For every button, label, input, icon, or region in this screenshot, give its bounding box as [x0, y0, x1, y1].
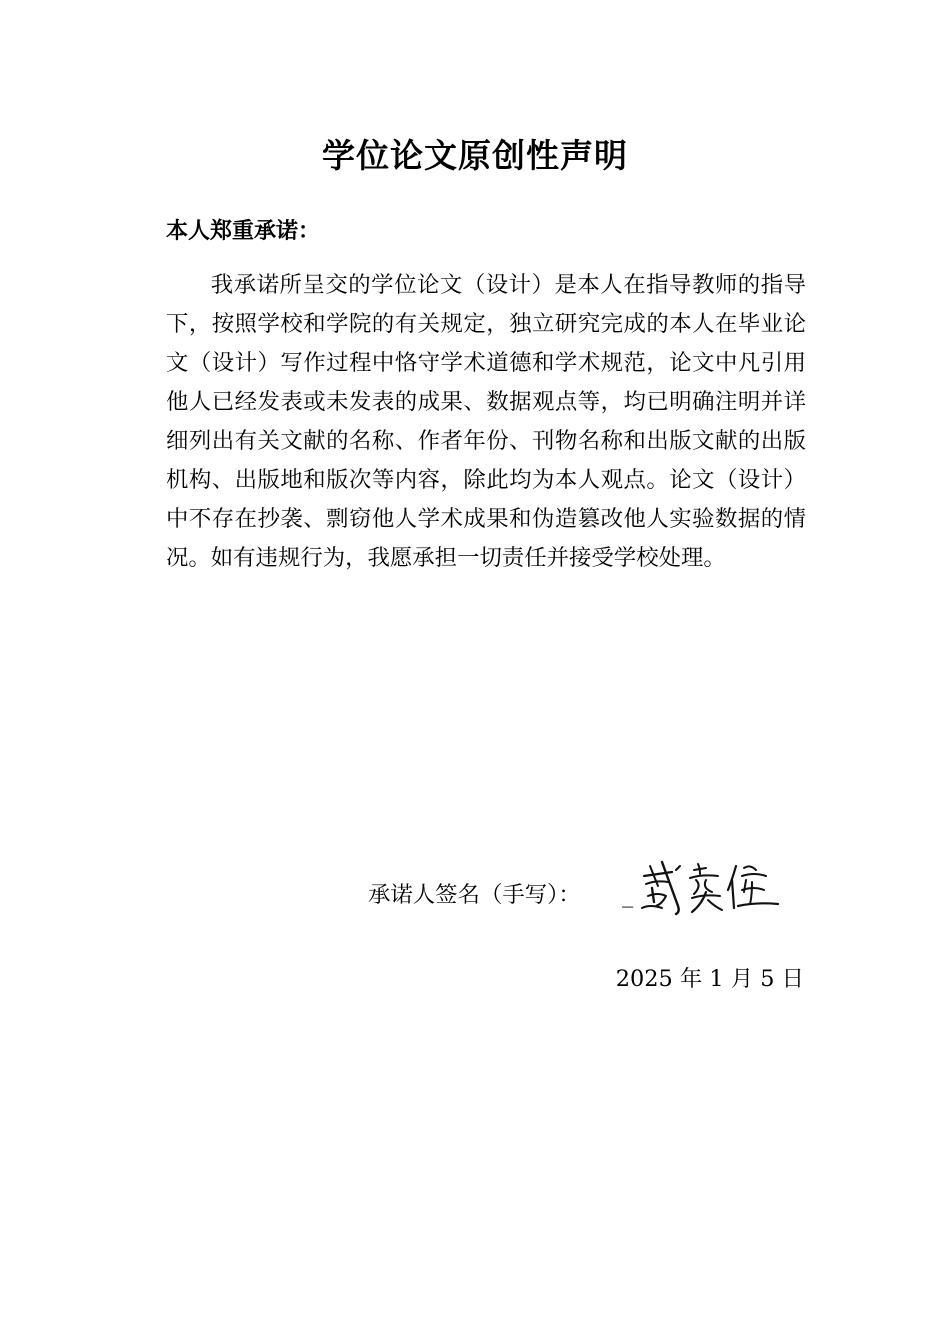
pledge-heading: 本人郑重承诺： — [166, 218, 321, 244]
signature-blank: _ — [622, 882, 634, 908]
signing-date: 2025 年 1 月 5 日 — [615, 966, 804, 992]
declaration-body: 我承诺所呈交的学位论文（设计）是本人在指导教师的指导下，按照学校和学院的有关规定，独立研究完成的本人在毕业论文（设计）写作过程中恪守学术道德和学术规范，论文中凡引用他人已经发表或未发表的成果、数据观点等，均已明确注明并详细列出有关文献的名称、作者年份、刊物名称和出版文献的出版机构、出版地和版次等内容，除此均为本人观点。论文（设计）中不存在抄袭、剽窃他人学术成果和伪造篡改他人实验数据的情况。如有违规行为，我愿承担一切责任并接受学校处理。 — [166, 272, 806, 571]
signature-row — [368, 856, 788, 926]
signature-label: 承诺人签名（手写）： — [368, 882, 581, 908]
handwritten-signature — [632, 856, 782, 922]
document-title: 学位论文原创性声明 — [322, 136, 628, 175]
